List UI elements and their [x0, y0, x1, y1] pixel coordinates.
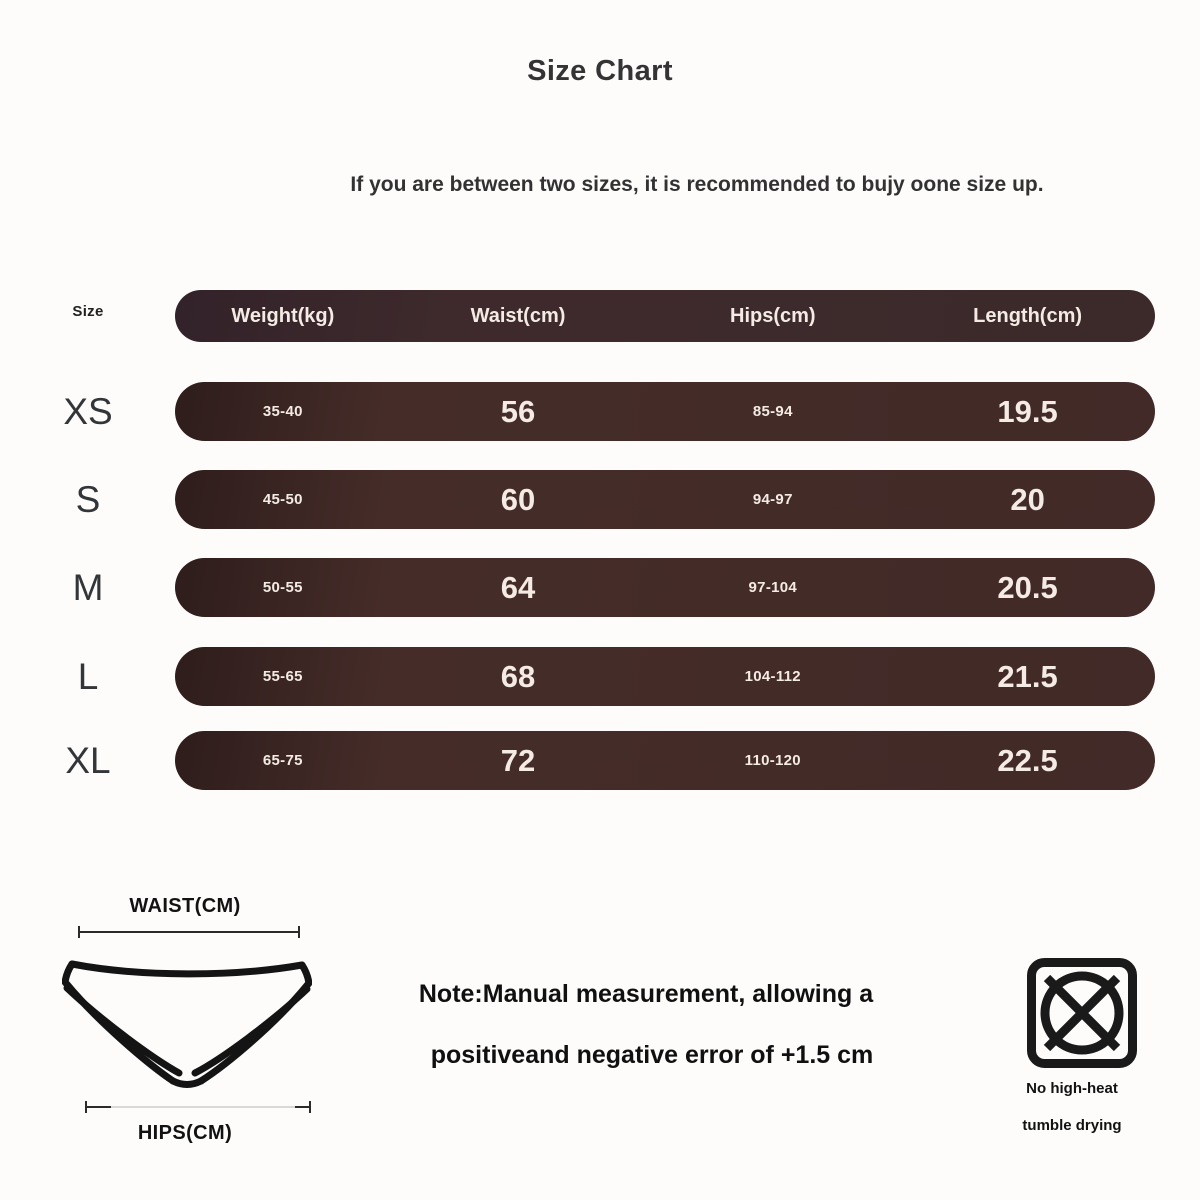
table-row [175, 647, 1155, 706]
size-row-label-m: M [72, 567, 104, 608]
hips-value: 85-94 [752, 403, 793, 420]
length-value: 22.5 [997, 742, 1058, 778]
note-text-line1: Note:Manual measurement, allowing a [418, 980, 874, 1008]
waist-value: 60 [500, 481, 536, 517]
table-row [175, 731, 1155, 790]
table-header-row [175, 290, 1155, 342]
weight-value: 55-65 [262, 668, 303, 685]
hips-measure-line [85, 1101, 311, 1113]
length-value: 20 [1010, 481, 1045, 517]
hips-value: 104-112 [744, 668, 801, 685]
table-row [175, 558, 1155, 617]
waist-value: 72 [500, 742, 536, 778]
waist-measure-label: WAIST(CM) [129, 895, 241, 917]
size-column-header: Size [72, 303, 104, 320]
table-row [175, 382, 1155, 441]
no-tumble-dry-icon [1024, 955, 1140, 1071]
hips-value: 110-120 [744, 752, 801, 769]
weight-value: 50-55 [262, 579, 303, 596]
size-row-label-l: L [77, 656, 99, 697]
hips-measure-label: HIPS(CM) [137, 1122, 233, 1144]
size-row-label-xl: XL [65, 740, 111, 781]
length-column-header: Length(cm) [973, 304, 1083, 327]
length-value: 21.5 [997, 658, 1058, 694]
measure-tick [309, 1101, 311, 1113]
length-value: 19.5 [997, 393, 1058, 429]
measure-tick [298, 926, 300, 938]
measure-bar [85, 1106, 311, 1108]
size-row-label-s: S [75, 479, 101, 520]
sizing-advice-text: If you are between two sizes, it is recommended to bujy oone size up. [350, 173, 1044, 196]
measure-bar [78, 931, 300, 933]
page-title: Size Chart [527, 55, 673, 87]
table-row [175, 470, 1155, 529]
care-caption-line2: tumble drying [1022, 1117, 1122, 1134]
size-row-label-xs: XS [63, 391, 113, 432]
weight-column-header: Weight(kg) [231, 304, 335, 327]
weight-value: 45-50 [262, 491, 303, 508]
note-text-line2: positiveand negative error of +1.5 cm [430, 1041, 874, 1069]
length-value: 20.5 [997, 569, 1058, 605]
hips-value: 94-97 [752, 491, 793, 508]
care-caption-line1: No high-heat [1026, 1080, 1118, 1097]
waist-column-header: Waist(cm) [470, 304, 566, 327]
waist-measure-line [78, 926, 300, 938]
waist-value: 68 [500, 658, 536, 694]
weight-value: 35-40 [262, 403, 303, 420]
hips-column-header: Hips(cm) [730, 304, 816, 327]
waist-value: 64 [500, 569, 536, 605]
waist-value: 56 [500, 393, 536, 429]
weight-value: 65-75 [262, 752, 303, 769]
hips-value: 97-104 [748, 579, 798, 596]
panty-illustration [62, 948, 312, 1098]
